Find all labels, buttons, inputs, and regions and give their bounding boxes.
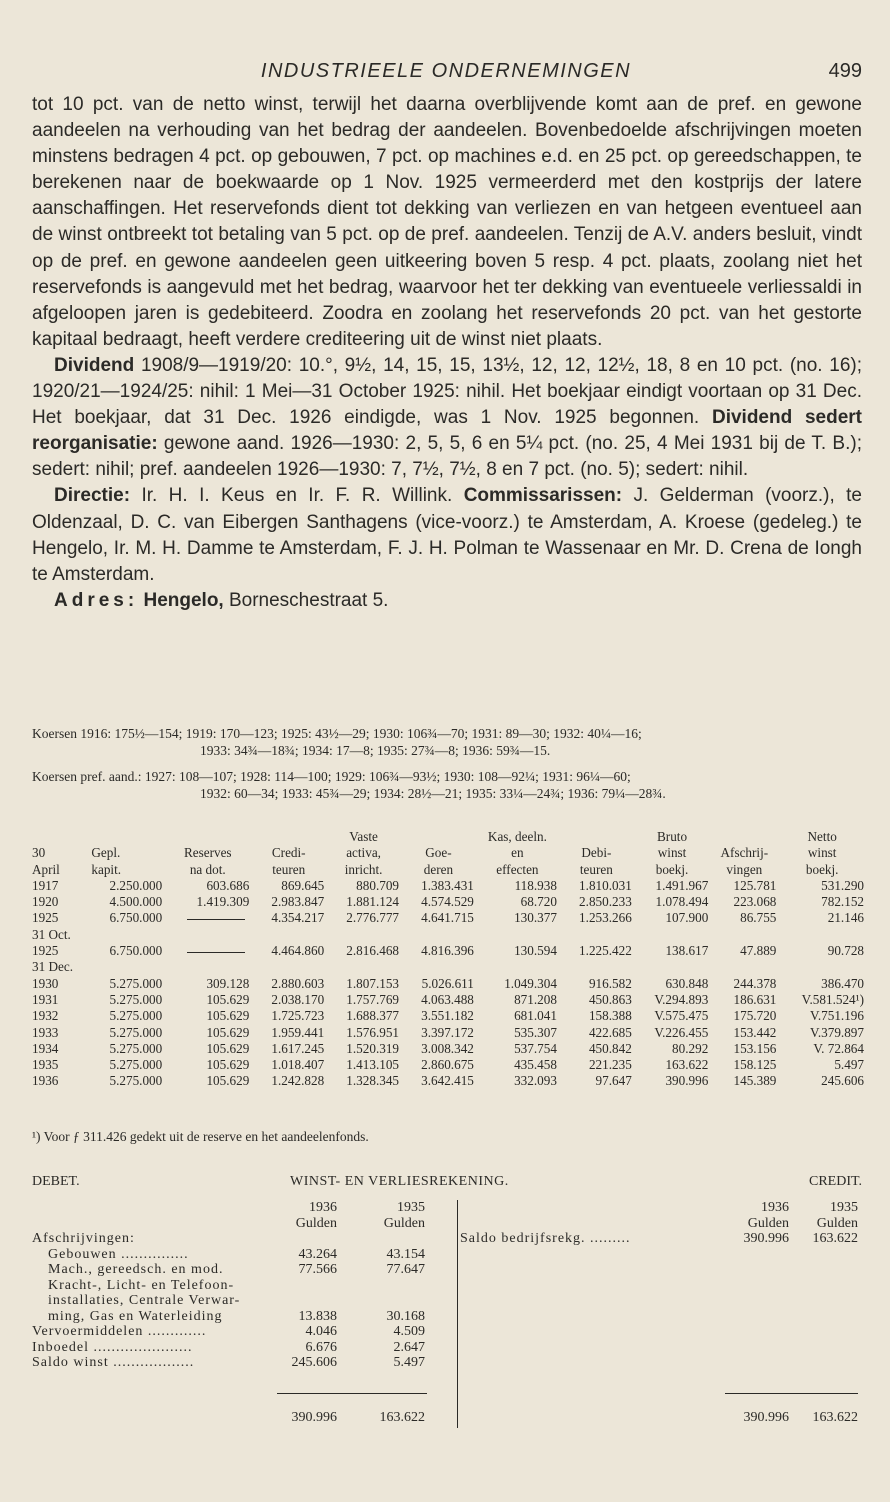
- table-row: [30, 992, 866, 1008]
- table-cell-year: 31 Oct.: [32, 926, 71, 942]
- table-header-cell: [30, 829, 89, 845]
- table-cell-activa: 1.576.951: [346, 1024, 400, 1040]
- table-cell-activa: 1.688.377: [346, 1008, 400, 1024]
- adres-city: Hengelo,: [143, 589, 224, 611]
- table-cell-crediteuren: 4.464.860: [271, 943, 325, 959]
- table-row: [30, 959, 866, 975]
- table-cell-goederen: 2.860.675: [421, 1057, 474, 1073]
- table-cell-goederen: 4.063.488: [421, 991, 474, 1007]
- credit-row-value-1936: 390.996: [743, 1231, 789, 1246]
- table-cell-activa: 2.816.468: [346, 943, 400, 959]
- table-cell-bruto: V.294.893: [654, 991, 709, 1007]
- table-cell-crediteuren: 2.038.170: [271, 991, 325, 1007]
- table-header-cell: [710, 829, 778, 845]
- table-cell-afschr: 175.720: [733, 1008, 777, 1024]
- paragraph-statutes: tot 10 pct. van de netto winst, terwijl het daarna overblijvende komt aan de pref. en gewone aandeelen na verhouding van het bedrag der aandeelen. Bovenbedoelde afschrijvingen moeten minstens bedragen 4 pct. op gebouwen, 7 pct. op machines e.d. en 25 pct. op gereedschappen, te berekenen naar de boekwaarde op 1 Nov. 1925 vermeerderd met den kostprijs der latere aanschaffingen. Het reservefonds dient tot dekking van verliezen en van hetgeen eventueel aan de winst ontbreekt tot betaling van 5 pct. op de pref. aandeelen. Tenzij de A.V. anders besluit, vindt op de pref. en gewone aandeelen geen uitkeering boven 5 resp. 4 pct. plaats, zoolang niet het reservefonds is aangevuld met het bedrag, waarvoor het ter dekking van eventueele verliessaldi in afgeloopen jaren is gedebiteerd. Zoodra en zoolang het reservefonds 20 pct. van het gestorte kapitaal bedraagt, heeft verdere crediteering uit de winst niet plaats.: [32, 94, 862, 350]
- table-cell-goederen: 3.008.342: [421, 1040, 474, 1056]
- credit-unit-row: [460, 1216, 862, 1232]
- table-cell-empty: [401, 927, 476, 943]
- table-row: [30, 894, 866, 910]
- dash-line: [187, 952, 245, 953]
- table-cell-kapit: 6.750.000: [109, 910, 163, 926]
- debet-unit-2: Gulden: [383, 1215, 425, 1231]
- table-cell-year: 1920: [32, 894, 59, 910]
- table-cell-afschr: 125.781: [733, 877, 777, 893]
- table-cell-year: 31 Dec.: [32, 959, 74, 975]
- table-cell-kapit: 2.250.000: [109, 877, 163, 893]
- debet-row-value-1936: 43.264: [298, 1246, 337, 1262]
- table-header-cell: [401, 829, 476, 845]
- table-cell-netto: 782.152: [821, 894, 864, 910]
- table-header-cell: Credi-: [271, 845, 306, 861]
- table-header-cell: Kas, deeln.: [487, 829, 547, 844]
- credit-row-label: Saldo bedrijfsrekg. .........: [460, 1231, 631, 1246]
- table-cell-debiteuren: 450.842: [588, 1040, 632, 1056]
- commissarissen-label: Commissarissen:: [463, 485, 623, 507]
- table-cell-goederen: 4.816.396: [421, 943, 474, 959]
- table-cell-reserves: 105.629: [206, 1073, 250, 1089]
- debet-row: [32, 1247, 432, 1263]
- credit-row: [460, 1231, 862, 1247]
- table-cell-crediteuren: 1.617.245: [271, 1040, 325, 1056]
- debet-row: [32, 1340, 432, 1356]
- table-header-cell: boekj.: [805, 861, 839, 877]
- table-cell-goederen: 5.026.611: [421, 975, 474, 991]
- table-cell-afschr: 244.378: [733, 975, 777, 991]
- table-row: [30, 943, 866, 959]
- table-header-cell: effecten: [496, 861, 539, 877]
- table-cell-goederen: 4.574.529: [421, 894, 474, 910]
- table-cell-afschr: 158.125: [733, 1057, 777, 1073]
- credit-total-row: [460, 1410, 862, 1426]
- table-header-cell: kapit.: [91, 861, 122, 877]
- table-cell-empty: [89, 927, 164, 943]
- koersen-line-cont: 1933: 34¾—18¾; 1934: 17—8; 1935: 27¾—8; 1936: 59¾—15.: [200, 743, 551, 758]
- table-cell-netto: V.751.196: [810, 1008, 864, 1024]
- table-cell-reserves: 1.419.309: [196, 894, 250, 910]
- table-header-cell: winst: [657, 845, 687, 861]
- table-header-cell: teuren: [579, 861, 613, 877]
- table-cell-year: 1935: [32, 1057, 59, 1073]
- footnote: ¹) Voor ƒ 311.426 gedekt uit de reserve en het aandeelenfonds.: [32, 1129, 369, 1144]
- table-cell-goederen: 3.551.182: [421, 1008, 474, 1024]
- table-cell-year: 1931: [32, 991, 59, 1007]
- table-row: [30, 1073, 866, 1089]
- table-cell-debiteuren: 1.253.266: [579, 910, 632, 926]
- table-header-cell: Afschrij-: [720, 845, 769, 861]
- debet-row-label: Saldo winst ..................: [32, 1355, 195, 1370]
- table-cell-afschr: 223.068: [733, 894, 777, 910]
- table-cell-netto: 5.497: [834, 1057, 864, 1073]
- debet-year-1935: 1935: [397, 1200, 425, 1215]
- table-header-cell: [251, 829, 326, 845]
- table-cell-debiteuren: 2.850.233: [579, 894, 632, 910]
- reorg-dividend-text: gewone aand. 1926—1930: 2, 5, 5, 6 en 5¼ pct. (no. 25, 4 Mei 1931 bij de T. B.); sedert: nihil; pref. aandeelen 1926—1930: 7, 7½, 7½, 8 en 7 pct. (no. 5); sedert: nihil.: [32, 433, 862, 481]
- table-header-cell: teuren: [272, 861, 306, 877]
- table-cell-reserves: 105.629: [206, 1024, 250, 1040]
- debet-row-value-1935: 5.497: [393, 1355, 425, 1370]
- table-header-cell: Reserves: [183, 845, 232, 861]
- table-cell-bruto: V.575.475: [654, 1008, 709, 1024]
- debet-row-value-1936: 245.606: [291, 1355, 337, 1370]
- table-cell-reserves: 105.629: [206, 1057, 250, 1073]
- table-cell-activa: 1.328.345: [346, 1073, 400, 1089]
- table-header-cell: activa,: [346, 845, 381, 861]
- debet-row-label: ming, Gas en Waterleiding: [48, 1308, 223, 1324]
- koersen-pref-line: Koersen pref. aand.: 1927: 108—107; 1928: 114—100; 1929: 106¾—93½; 1930: 108—92¼; 1931: 96¼—60;: [32, 769, 631, 784]
- financial-table: [30, 829, 866, 1090]
- page-number: 499: [828, 60, 862, 82]
- table-header-cell: Goe-: [425, 845, 452, 861]
- debet-row-label: Mach., gereedsch. en mod.: [48, 1262, 224, 1277]
- debet-row-value-1936: 77.566: [298, 1262, 337, 1277]
- table-cell-kapit: 5.275.000: [109, 991, 163, 1007]
- table-cell-kas: 130.594: [514, 943, 557, 959]
- table-cell-bruto: 163.622: [665, 1057, 709, 1073]
- table-cell-kas: 332.093: [514, 1073, 557, 1089]
- table-cell-empty: [401, 959, 476, 975]
- table-cell-crediteuren: 4.354.217: [271, 910, 325, 926]
- table-cell-empty: [778, 959, 866, 975]
- table-cell-crediteuren: 2.983.847: [271, 894, 325, 910]
- debet-row-value-1935: 77.647: [386, 1262, 425, 1277]
- debet-row-value-1935: 4.509: [393, 1324, 425, 1339]
- table-header-cell: winst: [807, 845, 837, 861]
- body-text: [32, 92, 862, 614]
- table-cell-debiteuren: 422.685: [588, 1024, 632, 1040]
- table-cell-empty: [164, 959, 251, 975]
- table-cell-kas: 68.720: [520, 894, 557, 910]
- table-cell-dash: [164, 910, 251, 926]
- table-cell-empty: [89, 959, 164, 975]
- table-cell-bruto: 1.491.967: [655, 877, 709, 893]
- credit-unit-1: Gulden: [747, 1215, 789, 1231]
- table-cell-afschr: 153.156: [733, 1040, 777, 1056]
- table-cell-netto: V.581.524¹): [801, 991, 864, 1007]
- debet-unit-1: Gulden: [295, 1215, 337, 1231]
- table-cell-reserves: 603.686: [206, 877, 250, 893]
- table-header-row: [30, 829, 866, 845]
- table-cell-empty: [251, 927, 326, 943]
- table-row: [30, 976, 866, 992]
- table-cell-kas: 537.754: [514, 1040, 557, 1056]
- table-cell-empty: [326, 927, 401, 943]
- table-cell-empty: [634, 959, 711, 975]
- table-cell-year: 1932: [32, 1008, 59, 1024]
- debet-sum-line: [277, 1393, 427, 1394]
- table-header-cell: Vaste: [349, 829, 378, 844]
- table-cell-empty: [164, 927, 251, 943]
- table-header-row: [30, 845, 866, 861]
- debet-total-1936: 390.996: [291, 1410, 337, 1425]
- debet-row-label: Gebouwen ...............: [48, 1246, 189, 1262]
- table-cell-empty: [251, 959, 326, 975]
- table-cell-goederen: 4.641.715: [421, 910, 474, 926]
- table-cell-debiteuren: 221.235: [588, 1057, 632, 1073]
- adres-street: Borneschestraat 5.: [228, 589, 389, 611]
- table-cell-kas: 681.041: [514, 1008, 557, 1024]
- debet-total-1935: 163.622: [379, 1410, 425, 1425]
- table-cell-bruto: V.226.455: [654, 1024, 709, 1040]
- credit-year-1936: 1936: [761, 1200, 789, 1215]
- table-cell-afschr: 153.442: [733, 1024, 777, 1040]
- table-header-cell: Debi-: [581, 845, 612, 861]
- table-header-cell: vingen: [726, 861, 763, 877]
- table-cell-kapit: 5.275.000: [109, 1040, 163, 1056]
- table-cell-reserves: 309.128: [206, 975, 250, 991]
- table-header-cell: [559, 829, 634, 845]
- table-cell-afschr: 186.631: [733, 991, 777, 1007]
- table-cell-kas: 535.307: [514, 1024, 557, 1040]
- reorg-dividend-label: Dividend sedert reorganisatie:: [32, 407, 862, 455]
- debet-row: [32, 1355, 432, 1371]
- table-row: [30, 1025, 866, 1041]
- debet-unit-row: [32, 1216, 432, 1232]
- debet-label: DEBET.: [32, 1174, 80, 1189]
- debet-row-value-1935: 2.647: [393, 1339, 425, 1355]
- debet-row-label: installaties, Centrale Verwar-: [48, 1293, 241, 1308]
- table-header-cell: 30: [32, 845, 46, 861]
- table-cell-year: 1917: [32, 877, 59, 893]
- table-cell-activa: 1.520.319: [346, 1040, 400, 1056]
- table-header-cell: inricht.: [344, 861, 383, 877]
- debet-row: [32, 1309, 432, 1325]
- adres-label: Adres:: [54, 589, 139, 611]
- debet-row-value-1936: 13.838: [298, 1308, 337, 1324]
- debet-row-value-1935: 43.154: [386, 1246, 425, 1262]
- credit-unit-2: Gulden: [816, 1215, 858, 1231]
- table-cell-netto: 21.146: [827, 910, 864, 926]
- table-row: [30, 1057, 866, 1073]
- wv-header: [32, 1174, 862, 1192]
- table-cell-afschr: 86.755: [740, 910, 777, 926]
- table-cell-netto: V. 72.864: [813, 1040, 864, 1056]
- table-cell-year: 1933: [32, 1024, 59, 1040]
- table-cell-empty: [476, 959, 559, 975]
- debet-row-label: Afschrijvingen:: [32, 1231, 135, 1246]
- table-cell-crediteuren: 1.959.441: [271, 1024, 325, 1040]
- debet-row-value-1936: 6.676: [305, 1339, 337, 1355]
- table-cell-crediteuren: 869.645: [281, 877, 325, 893]
- table-cell-kapit: 4.500.000: [109, 894, 163, 910]
- table-cell-bruto: 630.848: [665, 975, 709, 991]
- table-header-cell: Netto: [807, 829, 837, 844]
- table-header-cell: Bruto: [657, 829, 688, 844]
- running-title: INDUSTRIEELE ONDERNEMINGEN: [260, 60, 632, 82]
- koersen-pref-block: [32, 768, 866, 802]
- table-row: [30, 1041, 866, 1057]
- table-cell-reserves: 105.629: [206, 1008, 250, 1024]
- table-cell-activa: 880.709: [356, 877, 400, 893]
- table-header-cell: [89, 829, 164, 845]
- credit-sum-line: [725, 1393, 858, 1394]
- table-cell-activa: 2.776.777: [346, 910, 400, 926]
- table-header-cell: April: [32, 861, 60, 877]
- table-cell-goederen: 3.642.415: [421, 1073, 474, 1089]
- debet-total-row: [32, 1410, 432, 1426]
- table-cell-kas: 871.208: [514, 991, 557, 1007]
- credit-column: [460, 1200, 862, 1425]
- credit-year-row: [460, 1200, 862, 1216]
- credit-label: CREDIT.: [808, 1174, 862, 1189]
- table-cell-activa: 1.807.153: [346, 975, 400, 991]
- table-cell-kas: 435.458: [514, 1057, 557, 1073]
- table-cell-kapit: 5.275.000: [109, 1057, 163, 1073]
- table-header-cell: na dot.: [189, 861, 226, 877]
- table-cell-year: 1925: [32, 943, 59, 959]
- table-cell-empty: [326, 959, 401, 975]
- table-header-cell: [164, 829, 251, 845]
- table-row: [30, 878, 866, 894]
- debet-row: [32, 1293, 432, 1309]
- table-cell-empty: [559, 959, 634, 975]
- table-cell-empty: [476, 927, 559, 943]
- table-cell-empty: [634, 927, 711, 943]
- table-cell-reserves: 105.629: [206, 1040, 250, 1056]
- debet-row: [32, 1278, 432, 1294]
- debet-row: [32, 1262, 432, 1278]
- table-cell-debiteuren: 1.810.031: [579, 877, 632, 893]
- table-row: [30, 927, 866, 943]
- table-cell-bruto: 1.078.494: [655, 894, 709, 910]
- table-header-cell: Gepl.: [91, 845, 121, 861]
- table-header-row: [30, 862, 866, 878]
- table-cell-activa: 1.881.124: [346, 894, 400, 910]
- table-cell-kapit: 5.275.000: [109, 1073, 163, 1089]
- debet-row-label: Vervoermiddelen .............: [32, 1324, 207, 1339]
- debet-row-value-1936: 4.046: [305, 1324, 337, 1339]
- column-divider: [457, 1200, 458, 1428]
- debet-year-1936: 1936: [309, 1200, 337, 1215]
- table-cell-year: 1934: [32, 1040, 59, 1056]
- table-row: [30, 1008, 866, 1024]
- debet-column: [32, 1200, 432, 1425]
- credit-total-1936: 390.996: [743, 1410, 789, 1425]
- table-cell-bruto: 390.996: [665, 1073, 709, 1089]
- table-cell-crediteuren: 1.018.407: [271, 1057, 325, 1073]
- table-cell-kapit: 5.275.000: [109, 975, 163, 991]
- table-cell-kas: 130.377: [514, 910, 557, 926]
- table-cell-netto: 531.290: [821, 877, 864, 893]
- table-cell-year: 1936: [32, 1073, 59, 1089]
- table-cell-year: 1925: [32, 910, 59, 926]
- table-cell-reserves: 105.629: [206, 991, 250, 1007]
- table-cell-activa: 1.757.769: [346, 991, 400, 1007]
- table-cell-bruto: 80.292: [672, 1040, 709, 1056]
- koersen-line: Koersen 1916: 175½—154; 1919: 170—123; 1925: 43½—29; 1930: 106¾—70; 1931: 89—30; 1932: 40¼—16;: [32, 726, 642, 741]
- debet-row: [32, 1324, 432, 1340]
- table-cell-empty: [710, 959, 778, 975]
- table-cell-empty: [710, 927, 778, 943]
- directie-label: Directie:: [54, 485, 131, 507]
- dash-line: [187, 919, 245, 920]
- table-cell-netto: 245.606: [821, 1073, 864, 1089]
- table-cell-netto: 386.470: [821, 975, 864, 991]
- debet-row-value-1935: 30.168: [386, 1308, 425, 1324]
- table-cell-bruto: 107.900: [665, 910, 709, 926]
- directie-text: Ir. H. I. Keus en Ir. F. R. Willink.: [141, 485, 453, 507]
- dividend-text: 1908/9—1919/20: 10.°, 9½, 14, 15, 15, 13½, 12, 12, 12½, 18, 8 en 10 pct. (no. 16); 1920/21—1924/25: nihil: 1 Mei—31 October 1925: nihil. Het boekjaar eindigt voortaan op 31 Dec. Het boekjaar, dat 31 Dec. 1926 eindigde, was 1 Nov. 1925 begonnen.: [32, 354, 862, 429]
- credit-year-1935: 1935: [830, 1200, 858, 1215]
- table-cell-bruto: 138.617: [665, 943, 709, 959]
- dividend-label: Dividend: [54, 354, 135, 376]
- table-cell-netto: V.379.897: [810, 1024, 864, 1040]
- table-cell-crediteuren: 1.725.723: [271, 1008, 325, 1024]
- table-cell-goederen: 1.383.431: [421, 877, 474, 893]
- credit-total-1935: 163.622: [812, 1410, 858, 1425]
- table-cell-activa: 1.413.105: [346, 1057, 400, 1073]
- table-cell-kas: 118.938: [514, 877, 557, 893]
- debet-row-label: Kracht-, Licht- en Telefoon-: [48, 1277, 235, 1293]
- debet-year-row: [32, 1200, 432, 1216]
- debet-row: [32, 1231, 432, 1247]
- table-cell-afschr: 47.889: [740, 943, 777, 959]
- table-cell-crediteuren: 2.880.603: [271, 975, 325, 991]
- wv-title: WINST- EN VERLIESREKENING.: [290, 1174, 509, 1189]
- table-cell-goederen: 3.397.172: [421, 1024, 474, 1040]
- table-cell-dash: [164, 943, 251, 959]
- table-cell-kapit: 5.275.000: [109, 1024, 163, 1040]
- table-cell-debiteuren: 158.388: [588, 1008, 632, 1024]
- credit-row-value-1935: 163.622: [812, 1231, 858, 1246]
- table-cell-crediteuren: 1.242.828: [271, 1073, 325, 1089]
- running-header: [30, 60, 862, 88]
- table-header-cell: boekj.: [655, 861, 689, 877]
- table-header-cell: en: [511, 845, 524, 861]
- table-cell-kapit: 5.275.000: [109, 1008, 163, 1024]
- table-cell-empty: [778, 927, 866, 943]
- table-row: [30, 910, 866, 926]
- table-cell-debiteuren: 1.225.422: [579, 943, 632, 959]
- table-cell-empty: [559, 927, 634, 943]
- koersen-block: [32, 725, 866, 759]
- table-cell-kapit: 6.750.000: [109, 943, 163, 959]
- koersen-pref-line-cont: 1932: 60—34; 1933: 45¾—29; 1934: 28½—21; 1935: 33¼—24¾; 1936: 79¼—28¾.: [200, 786, 666, 801]
- commissarissen-text: J. Gelderman (voorz.), te Oldenzaal, D. C. van Eibergen Santhagens (vice-voorz.) te Amsterdam, A. Kroese (gedeleg.) te Hengelo, Ir. M. H. Damme te Amsterdam, F. J. H. Polman te Wassenaar en Mr. D. Crena de Iongh te Amsterdam.: [32, 485, 862, 585]
- table-cell-debiteuren: 450.863: [588, 991, 632, 1007]
- table-cell-kas: 1.049.304: [504, 975, 557, 991]
- debet-row-label: Inboedel ......................: [32, 1339, 193, 1355]
- table-cell-debiteuren: 97.647: [595, 1073, 632, 1089]
- table-cell-year: 1930: [32, 975, 59, 991]
- table-header-cell: deren: [423, 861, 454, 877]
- table-cell-afschr: 145.389: [733, 1073, 777, 1089]
- table-cell-netto: 90.728: [827, 943, 864, 959]
- table-cell-debiteuren: 916.582: [588, 975, 632, 991]
